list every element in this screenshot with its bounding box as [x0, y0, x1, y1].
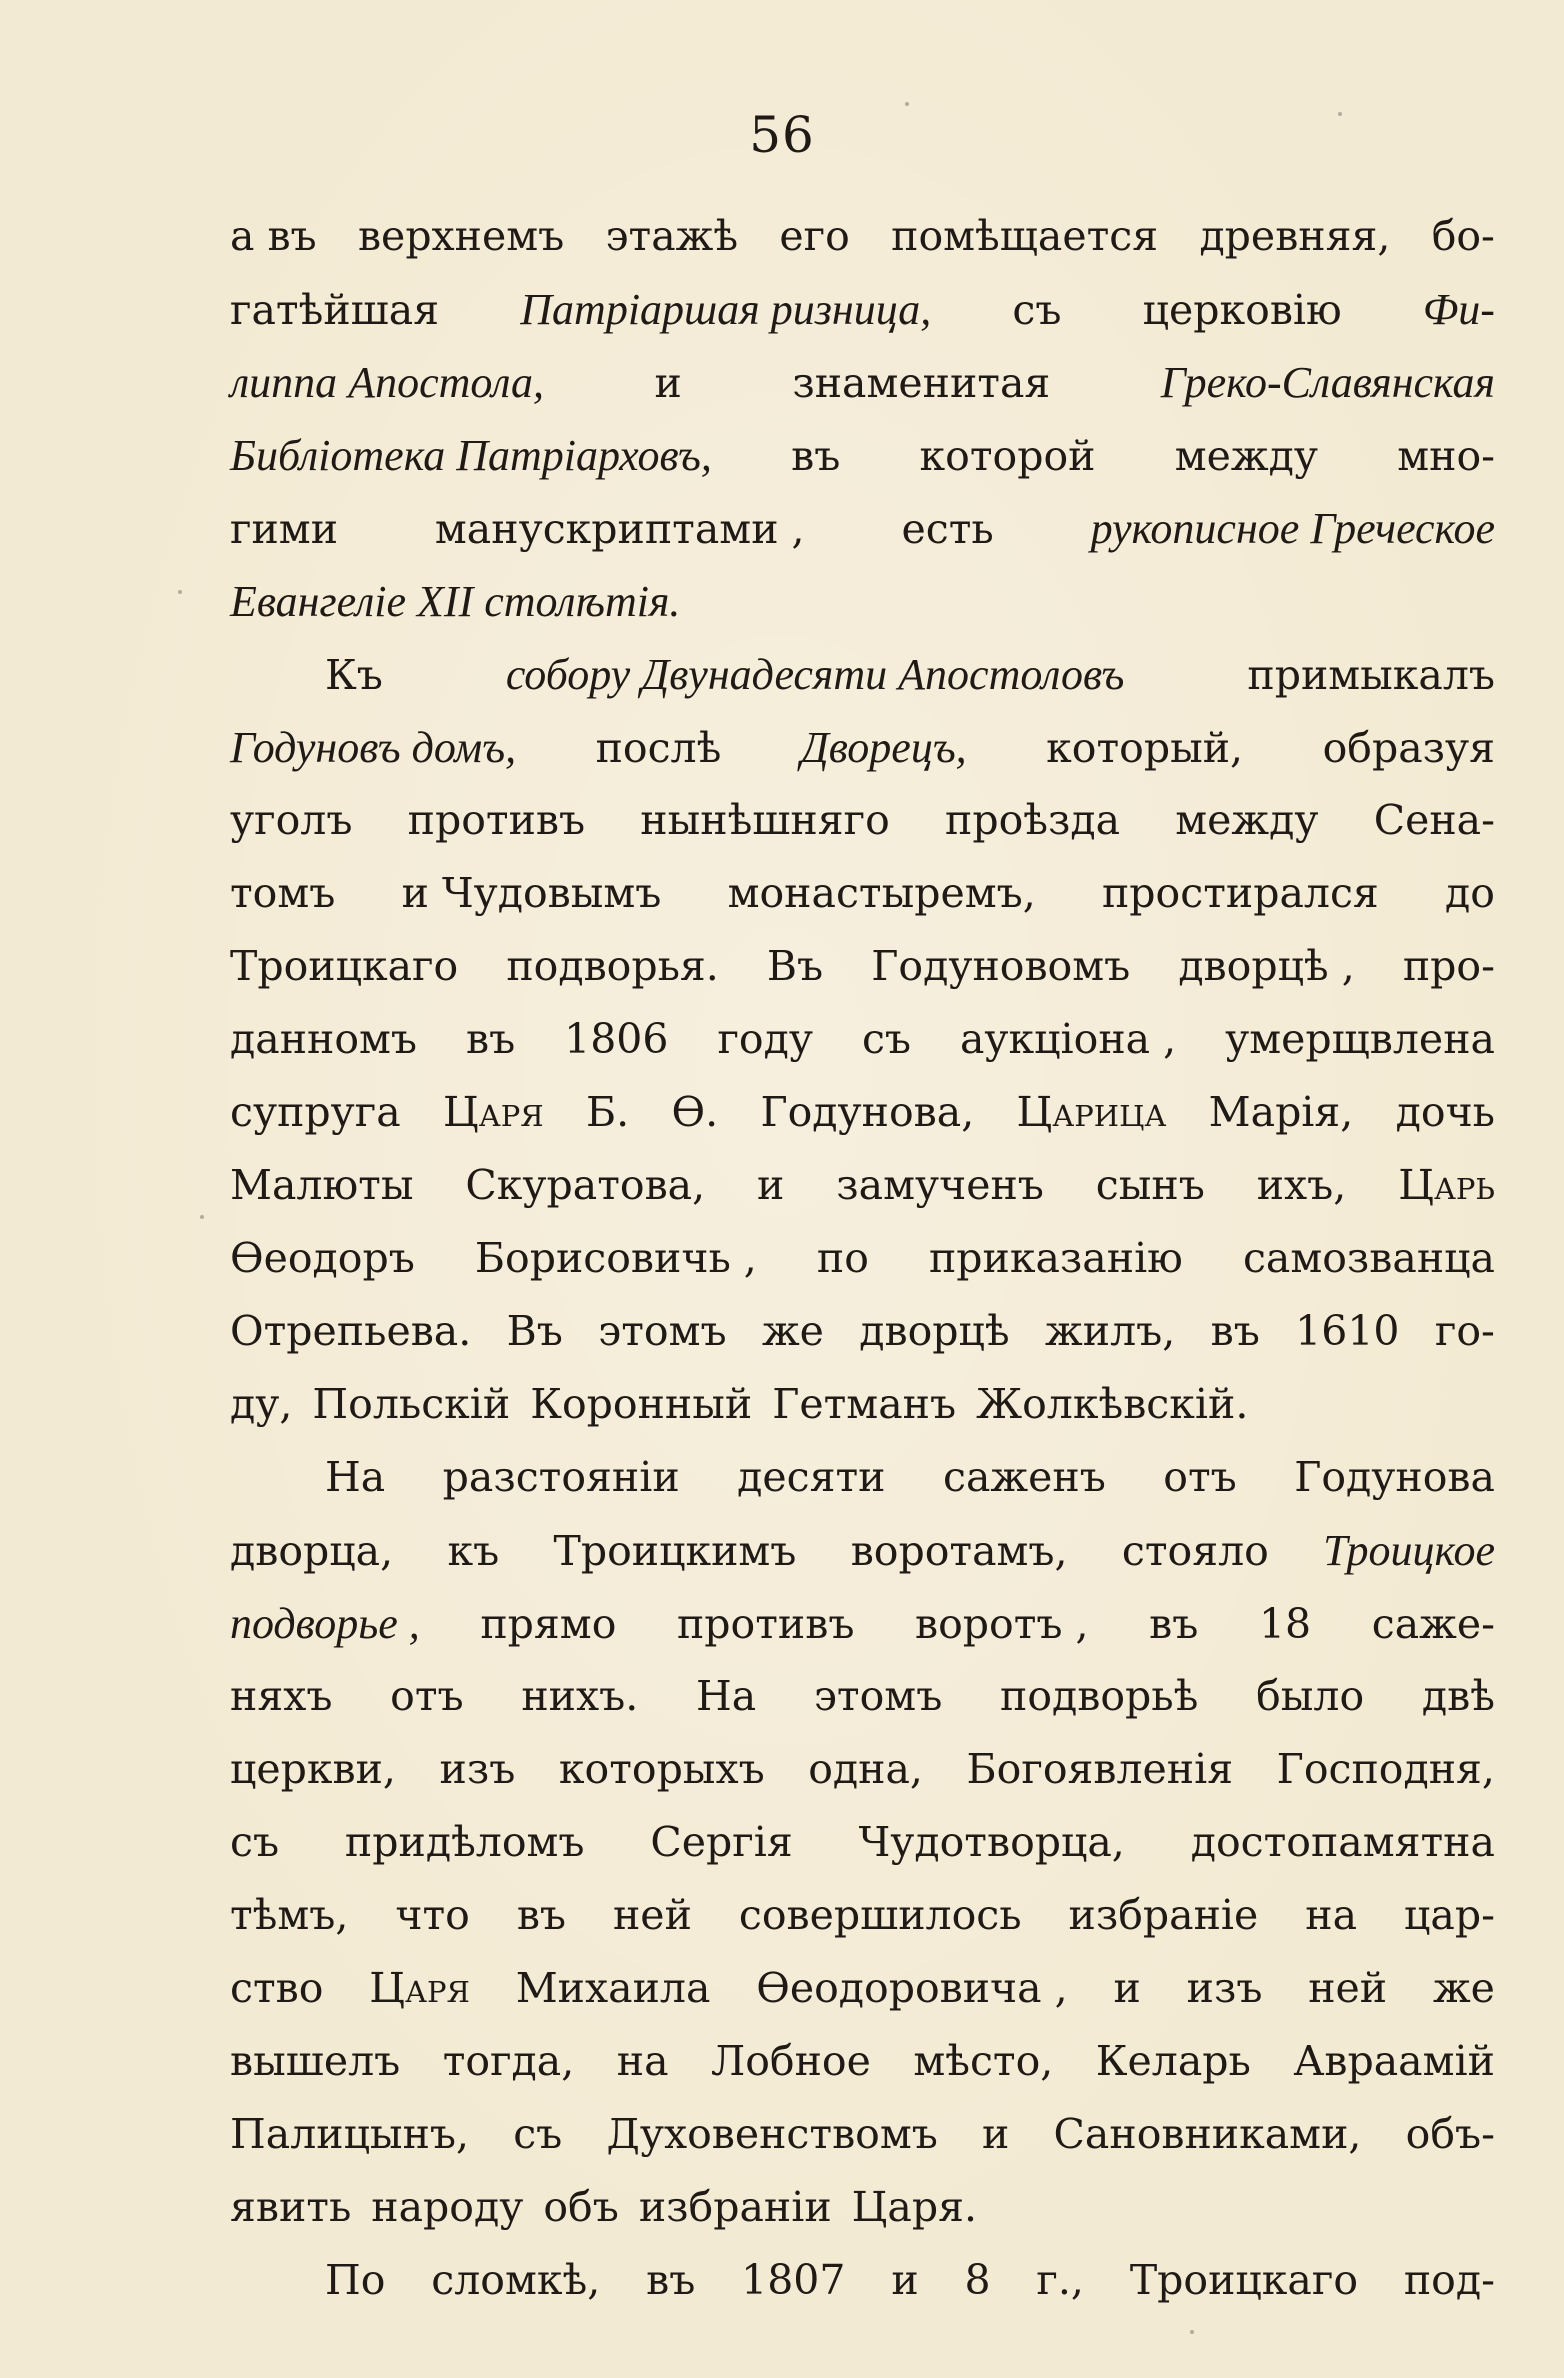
- text-segment: въ: [1210, 1307, 1260, 1355]
- text-line: [230, 273, 1495, 346]
- text-segment: на: [1305, 1891, 1358, 1939]
- text-line: [230, 857, 1495, 930]
- text-segment: и: [1113, 1964, 1141, 2012]
- text-segment: мѣсто,: [913, 2037, 1054, 2085]
- text-line: [230, 419, 1495, 492]
- text-segment: церкви,: [230, 1745, 396, 1793]
- text-segment: томъ: [230, 869, 336, 917]
- text-segment: Троицкаго: [1129, 2256, 1359, 2304]
- text-segment: явить: [230, 2183, 352, 2231]
- text-segment: Келарь: [1095, 2037, 1251, 2085]
- text-line: [230, 1149, 1495, 1222]
- text-segment: 8: [964, 2256, 991, 2304]
- text-segment: съ: [1012, 286, 1062, 334]
- text-segment: 1610: [1295, 1307, 1400, 1355]
- text-segment: дочь: [1395, 1088, 1495, 1136]
- text-segment: церковію: [1142, 286, 1342, 334]
- text-segment: этомъ: [813, 1672, 943, 1720]
- text-line: [230, 1441, 1495, 1514]
- text-segment: въ: [646, 2256, 696, 2304]
- text-line: [230, 346, 1495, 419]
- text-segment: который,: [1046, 724, 1244, 772]
- paper-speck: [1190, 2330, 1194, 2334]
- text-segment: Малюты: [230, 1161, 414, 1209]
- text-segment: съ: [513, 2110, 563, 2158]
- text-segment: его: [779, 212, 850, 260]
- text-line: [230, 1952, 1495, 2025]
- text-segment: Ѳеодоръ: [230, 1234, 415, 1282]
- paper-speck: [905, 102, 909, 106]
- text-segment: сынъ: [1095, 1161, 1205, 1209]
- text-line: [230, 2244, 1495, 2317]
- text-segment: объ: [543, 2183, 619, 2231]
- text-segment: На: [325, 1453, 386, 1501]
- text-segment: отъ: [1163, 1453, 1237, 1501]
- body-text: [230, 200, 1495, 2317]
- page-number: 56: [749, 106, 815, 164]
- text-segment: въ: [516, 1891, 567, 1939]
- text-segment: знаменитая: [792, 359, 1051, 407]
- text-segment: липпа Апостола,: [230, 358, 544, 407]
- paper-speck: [1338, 112, 1342, 116]
- text-segment: Б.: [586, 1088, 630, 1136]
- text-line: [230, 1368, 1495, 1441]
- text-segment: Палицынъ,: [230, 2110, 470, 2158]
- text-segment: Ѳ.: [671, 1088, 719, 1136]
- text-segment: саже-: [1371, 1600, 1495, 1648]
- text-segment: дворцѣ: [859, 1307, 1010, 1355]
- text-segment: Царя: [443, 1088, 544, 1136]
- text-segment: нихъ.: [521, 1672, 639, 1720]
- text-segment: противъ: [676, 1600, 855, 1648]
- text-line: [230, 492, 1495, 565]
- text-segment: гатѣйшая: [230, 286, 440, 334]
- text-segment: Отрепьева.: [230, 1307, 472, 1355]
- text-line: [230, 1076, 1495, 1149]
- text-segment: народу: [371, 2183, 524, 2231]
- text-segment: дворца,: [230, 1527, 394, 1575]
- text-segment: Царица: [1016, 1088, 1167, 1136]
- text-segment: тогда,: [442, 2037, 575, 2085]
- text-segment: Марія,: [1208, 1088, 1354, 1136]
- text-segment: съ: [230, 1818, 280, 1866]
- text-segment: ней: [612, 1891, 692, 1939]
- text-segment: подворье ,: [230, 1599, 420, 1648]
- text-segment: противъ: [407, 796, 586, 844]
- text-segment: достопамятна: [1190, 1818, 1495, 1866]
- text-segment: Греко-Славянская: [1160, 358, 1495, 407]
- text-segment: Къ: [325, 651, 383, 699]
- text-segment: изъ: [439, 1745, 516, 1793]
- text-segment: простирался: [1101, 869, 1379, 917]
- text-segment: дворцѣ ,: [1178, 942, 1355, 990]
- text-segment: Михаила: [515, 1964, 711, 2012]
- text-segment: ство: [230, 1964, 324, 2012]
- text-line: [230, 1879, 1495, 1952]
- text-segment: рукописное Греческое: [1090, 504, 1495, 553]
- text-segment: между: [1175, 796, 1319, 844]
- paper-speck: [200, 1215, 204, 1219]
- text-segment: Евангеліе XII столѣтія.: [230, 577, 681, 626]
- text-segment: саженъ: [942, 1453, 1106, 1501]
- text-segment: Лобное: [711, 2037, 871, 2085]
- text-segment: г.,: [1036, 2256, 1084, 2304]
- text-segment: няхъ: [230, 1672, 333, 1720]
- text-segment: аукціона ,: [959, 1015, 1177, 1063]
- text-segment: этомъ: [598, 1307, 727, 1355]
- text-segment: Богоявленія: [966, 1745, 1234, 1793]
- text-segment: Скуратова,: [465, 1161, 706, 1209]
- text-segment: бо-: [1431, 212, 1495, 260]
- text-segment: что: [395, 1891, 470, 1939]
- text-segment: монастыремъ,: [727, 869, 1036, 917]
- text-line: [230, 1733, 1495, 1806]
- text-segment: которой: [919, 432, 1096, 480]
- text-line: [230, 1587, 1495, 1660]
- text-segment: ихъ,: [1256, 1161, 1347, 1209]
- text-segment: сломкѣ,: [431, 2256, 601, 2304]
- text-segment: Дворецъ,: [800, 723, 967, 772]
- text-line: [230, 1514, 1495, 1587]
- text-segment: году: [717, 1015, 813, 1063]
- text-segment: Въ: [766, 942, 824, 990]
- text-segment: приказанію: [928, 1234, 1183, 1282]
- text-line: [230, 930, 1495, 1003]
- text-segment: тѣмъ,: [230, 1891, 349, 1939]
- text-segment: Сановниками,: [1053, 2110, 1362, 2158]
- text-segment: десяти: [737, 1453, 886, 1501]
- text-segment: про-: [1402, 942, 1495, 990]
- text-segment: изъ: [1186, 1964, 1263, 2012]
- text-segment: Сена-: [1373, 796, 1495, 844]
- text-segment: По: [325, 2256, 386, 2304]
- text-segment: вышелъ: [230, 2037, 401, 2085]
- text-segment: Фи-: [1422, 285, 1495, 334]
- text-line: [230, 711, 1495, 784]
- text-segment: Царь: [1398, 1161, 1495, 1209]
- text-segment: Патріаршая ризница,: [520, 285, 932, 334]
- text-segment: послѣ: [595, 724, 722, 772]
- text-segment: данномъ: [230, 1015, 418, 1063]
- text-segment: Царя: [369, 1964, 470, 2012]
- text-segment: отъ: [390, 1672, 464, 1720]
- text-segment: 1807: [741, 2256, 846, 2304]
- text-segment: Борисовичь ,: [474, 1234, 757, 1282]
- text-segment: примыкалъ: [1247, 651, 1495, 699]
- text-segment: Духовенствомъ: [606, 2110, 938, 2158]
- text-segment: а въ: [230, 212, 317, 260]
- text-segment: гими: [230, 505, 339, 553]
- text-segment: ду,: [230, 1380, 293, 1428]
- text-segment: Троицкаго: [230, 942, 459, 990]
- text-line: [230, 1806, 1495, 1879]
- text-segment: же: [761, 1307, 824, 1355]
- text-segment: избраніе: [1068, 1891, 1259, 1939]
- text-segment: собору Двунадесяти Апостоловъ: [505, 650, 1125, 699]
- paper-speck: [178, 590, 182, 594]
- text-segment: по: [816, 1234, 869, 1282]
- text-segment: одна,: [808, 1745, 923, 1793]
- text-segment: цар-: [1404, 1891, 1495, 1939]
- text-segment: въ: [791, 432, 841, 480]
- text-segment: манускриптами ,: [434, 505, 805, 553]
- text-line: [230, 638, 1495, 711]
- text-segment: въ: [1149, 1600, 1199, 1648]
- text-segment: есть: [901, 505, 994, 553]
- text-segment: Господня,: [1276, 1745, 1495, 1793]
- text-segment: верхнемъ: [357, 212, 565, 260]
- text-segment: Коронный: [530, 1380, 753, 1428]
- text-segment: под-: [1403, 2256, 1495, 2304]
- text-segment: между: [1174, 432, 1318, 480]
- text-line: [230, 565, 1495, 638]
- text-segment: къ: [447, 1527, 500, 1575]
- text-segment: придѣломъ: [344, 1818, 585, 1866]
- text-segment: и: [982, 2110, 1010, 2158]
- text-line: [230, 200, 1495, 273]
- text-segment: избраніи: [638, 2183, 832, 2231]
- text-segment: совершилось: [738, 1891, 1022, 1939]
- text-segment: до: [1445, 869, 1495, 917]
- text-segment: ней: [1308, 1964, 1388, 2012]
- text-segment: воротамъ,: [850, 1527, 1068, 1575]
- text-segment: Годунова: [1294, 1453, 1495, 1501]
- text-segment: стояло: [1121, 1527, 1269, 1575]
- text-segment: Библіотека Патріарховъ,: [230, 431, 712, 480]
- text-line: [230, 1003, 1495, 1076]
- text-segment: съ: [861, 1015, 912, 1063]
- text-line: [230, 2025, 1495, 2098]
- text-segment: подворья.: [506, 942, 719, 990]
- text-segment: и Чудовымъ: [401, 869, 662, 917]
- text-segment: нынѣшняго: [640, 796, 890, 844]
- text-segment: древняя,: [1199, 212, 1391, 260]
- text-segment: Годуновъ домъ,: [230, 723, 517, 772]
- text-segment: помѣщается: [891, 212, 1159, 260]
- text-segment: въ: [465, 1015, 516, 1063]
- text-segment: Годунова,: [760, 1088, 975, 1136]
- text-segment: Польскій: [312, 1380, 511, 1428]
- text-segment: двѣ: [1421, 1672, 1495, 1720]
- text-segment: замученъ: [836, 1161, 1044, 1209]
- text-segment: уголъ: [230, 796, 353, 844]
- text-segment: которыхъ: [558, 1745, 765, 1793]
- text-segment: объ-: [1405, 2110, 1495, 2158]
- text-segment: этажѣ: [605, 212, 739, 260]
- text-segment: Гетманъ: [772, 1380, 957, 1428]
- text-segment: и: [654, 359, 682, 407]
- text-segment: го-: [1434, 1307, 1495, 1355]
- text-segment: супруга: [230, 1088, 401, 1136]
- text-segment: Жолкѣвскій.: [976, 1380, 1249, 1428]
- text-line: [230, 2171, 1495, 2244]
- text-segment: прямо: [480, 1600, 617, 1648]
- text-segment: было: [1256, 1672, 1365, 1720]
- text-segment: и: [891, 2256, 919, 2304]
- text-segment: Годуновомъ: [871, 942, 1131, 990]
- text-segment: 18: [1258, 1600, 1312, 1648]
- text-line: [230, 1222, 1495, 1295]
- text-segment: Въ: [506, 1307, 563, 1355]
- text-line: [230, 1295, 1495, 1368]
- text-segment: же: [1432, 1964, 1495, 2012]
- text-segment: жилъ,: [1045, 1307, 1176, 1355]
- text-line: [230, 784, 1495, 857]
- text-segment: на: [616, 2037, 669, 2085]
- text-segment: самозванца: [1242, 1234, 1495, 1282]
- text-segment: Царя.: [851, 2183, 977, 2231]
- text-segment: Сергія: [650, 1818, 793, 1866]
- text-segment: Троицкое: [1323, 1526, 1495, 1575]
- text-segment: образуя: [1322, 724, 1495, 772]
- text-segment: На: [696, 1672, 757, 1720]
- text-segment: воротъ ,: [915, 1600, 1089, 1648]
- text-segment: умерщвлена: [1225, 1015, 1495, 1063]
- text-segment: Авраамій: [1293, 2037, 1495, 2085]
- text-segment: Ѳеодоровича ,: [756, 1964, 1068, 2012]
- text-segment: проѣзда: [945, 796, 1121, 844]
- text-segment: и: [757, 1161, 785, 1209]
- text-segment: Чудотворца,: [858, 1818, 1125, 1866]
- text-segment: 1806: [564, 1015, 669, 1063]
- text-segment: разстояніи: [442, 1453, 680, 1501]
- text-line: [230, 1660, 1495, 1733]
- text-segment: подворьѣ: [1000, 1672, 1199, 1720]
- text-line: [230, 2098, 1495, 2171]
- text-segment: мно-: [1397, 432, 1495, 480]
- text-segment: Троицкимъ: [553, 1527, 797, 1575]
